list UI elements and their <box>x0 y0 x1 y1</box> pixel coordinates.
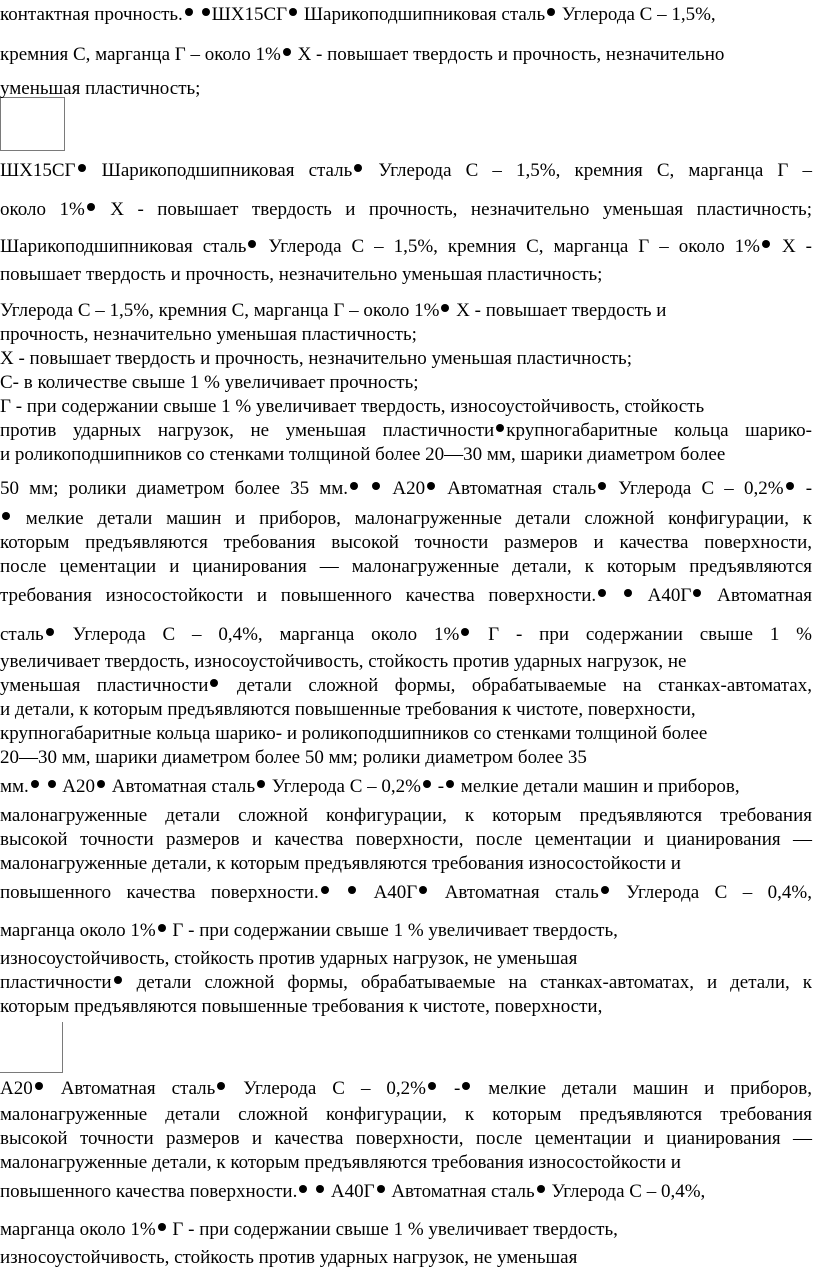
text-run: Углерода С – 0,2% <box>608 478 784 499</box>
bullet-icon <box>693 589 701 597</box>
bullet-icon <box>185 8 193 16</box>
text-run: Автоматная сталь <box>437 478 597 499</box>
text-run <box>331 882 346 903</box>
text-line <box>0 4 716 26</box>
text-line <box>0 300 666 322</box>
bullet-icon <box>257 780 265 788</box>
text-run: Х - <box>772 236 812 257</box>
bullet-icon <box>496 424 504 432</box>
bullet-icon <box>158 1223 166 1231</box>
text-run: Углерода С – 0,4%, марганца около 1% <box>55 624 460 645</box>
bullet-icon <box>316 1185 324 1193</box>
text-line <box>0 1078 812 1100</box>
bullet-icon <box>354 164 362 172</box>
text-run: увеличивает твердость, износоустойчивость, стойкость против ударных нагрузок, не <box>0 651 687 672</box>
bullet-icon <box>428 1082 436 1090</box>
text-run: сталь <box>0 624 44 645</box>
text-run: А40Г <box>326 1181 375 1202</box>
bullet-icon <box>537 1185 545 1193</box>
text-line <box>0 585 812 607</box>
text-line <box>0 444 725 466</box>
text-line <box>0 396 704 418</box>
text-run: мм. <box>0 776 29 797</box>
text-run: - <box>432 776 445 797</box>
text-run: против ударных нагрузок, не уменьшая пластичности <box>0 420 495 441</box>
bullet-icon <box>547 8 555 16</box>
text-run: уменьшая пластичность; <box>0 78 201 99</box>
text-run: после цементации и цианирования — малонагруженные детали, к которым предъявляются <box>0 556 812 577</box>
text-run: Автоматная <box>703 585 812 606</box>
text-run: - <box>795 478 813 499</box>
text-run: прочность, незначительно уменьшая пластичность; <box>0 324 417 345</box>
text-run: повышает твердость и прочность, незначительно уменьшая пластичность; <box>0 264 603 285</box>
text-run: мелкие детали машин и приборов, малонагруженные детали сложной конфигурации, к <box>12 508 812 529</box>
text-run: Углерода С – 1,5%, <box>557 4 716 25</box>
text-run: высокой точности размеров и качества поверхности, после цементации и цианирования — <box>0 1128 812 1149</box>
bullet-icon <box>461 628 469 636</box>
text-line <box>0 1219 618 1241</box>
text-run: высокой точности размеров и качества поверхности, после цементации и цианирования — <box>0 829 812 850</box>
text-line <box>0 556 812 578</box>
text-line <box>0 508 812 530</box>
text-run: Х - повышает твердость и прочность, незначительно <box>292 44 725 65</box>
bullet-icon <box>2 512 10 520</box>
bullet-icon <box>289 8 297 16</box>
text-line <box>0 1128 812 1150</box>
text-line <box>0 1181 705 1203</box>
text-line <box>0 624 812 646</box>
text-run: Углерода С – 0,2% <box>227 1078 426 1099</box>
bullet-icon <box>377 1185 385 1193</box>
text-run <box>195 4 200 25</box>
bullet-icon <box>423 780 431 788</box>
text-line <box>0 78 200 100</box>
text-run: малонагруженные детали, к которым предъявляются требования износостойкости и <box>0 853 681 874</box>
text-run: Углерода С – 1,5%, кремния С, марганца Г – около 1% <box>258 236 760 257</box>
text-run <box>41 776 46 797</box>
text-run: кремния С, марганца Г – около 1% <box>0 44 281 65</box>
bullet-icon <box>601 886 609 894</box>
text-line <box>0 236 812 258</box>
text-run: и роликоподшипников со стенками толщиной более 20—30 мм, шарики диаметром более <box>0 444 726 465</box>
bullet-icon <box>97 780 105 788</box>
text-line <box>0 805 812 827</box>
text-line <box>0 776 740 798</box>
text-run: Автоматная сталь <box>107 776 256 797</box>
text-run: Автоматная сталь <box>386 1181 535 1202</box>
text-line <box>0 1104 812 1126</box>
bullet-icon <box>87 203 95 211</box>
bullet-icon <box>462 1082 470 1090</box>
text-run: Углерода С – 1,5%, кремния С, марганца Г – <box>364 160 812 181</box>
bullet-icon <box>624 589 632 597</box>
embedded-image-frame <box>0 1022 63 1073</box>
text-run: 20—30 мм, шарики диаметром более 50 мм; ролики диаметром более 35 <box>0 747 587 768</box>
bullet-icon <box>786 482 794 490</box>
text-run: износоустойчивость, стойкость против ударных нагрузок, не уменьшая <box>0 1247 578 1268</box>
text-run: Шарикоподшипниковая сталь <box>87 160 353 181</box>
bullet-icon <box>283 48 291 56</box>
text-line <box>0 420 812 442</box>
bullet-icon <box>419 886 427 894</box>
text-run: Г - при содержании свыше 1 % увеличивает твердость, износоустойчивость, стойкость <box>0 396 705 417</box>
text-run: мелкие детали машин и приборов, <box>456 776 740 797</box>
text-run: уменьшая пластичности <box>0 675 209 696</box>
text-line <box>0 651 686 673</box>
text-run: мелкие детали машин и приборов, <box>472 1078 813 1099</box>
bullet-icon <box>321 886 329 894</box>
text-run: Автоматная сталь <box>44 1078 216 1099</box>
text-run: крупногабаритные кольца шарико- <box>506 420 812 441</box>
bullet-icon <box>427 482 435 490</box>
text-run: Х - повышает твердость и прочность, незначительно уменьшая пластичность; <box>96 199 812 220</box>
text-run: А20 <box>57 776 96 797</box>
bullet-icon <box>78 164 86 172</box>
text-run: малонагруженные детали, к которым предъявляются требования износостойкости и <box>0 1152 681 1173</box>
text-line <box>0 160 812 182</box>
text-run: износоустойчивость, стойкость против ударных нагрузок, не уменьшая <box>0 948 578 969</box>
text-run: марганца около 1% <box>0 920 156 941</box>
text-run: Автоматная сталь <box>429 882 599 903</box>
text-run: повышенного качества поверхности. <box>0 1181 298 1202</box>
bullet-icon <box>299 1185 307 1193</box>
text-run: повышенного качества поверхности. <box>0 882 319 903</box>
bullet-icon <box>35 1082 43 1090</box>
text-run: Шарикоподшипниковая сталь <box>0 236 247 257</box>
bullet-icon <box>158 924 166 932</box>
text-line <box>0 44 724 66</box>
bullet-icon <box>114 976 122 984</box>
text-run: которым предъявляются повышенные требования к чистоте, поверхности, <box>0 996 603 1017</box>
text-run: требования износостойкости и повышенного качества поверхности. <box>0 585 597 606</box>
text-run <box>360 478 370 499</box>
text-line <box>0 1247 577 1269</box>
bullet-icon <box>762 240 770 248</box>
text-line <box>0 920 618 942</box>
text-line <box>0 324 417 346</box>
bullet-icon <box>48 780 56 788</box>
bullet-icon <box>46 628 54 636</box>
text-run: Х - повышает твердость и <box>451 300 667 321</box>
text-run: 50 мм; ролики диаметром более 35 мм. <box>0 478 349 499</box>
text-run: А20 <box>382 478 426 499</box>
text-run: Углерода С – 0,4%, <box>610 882 813 903</box>
text-line <box>0 747 587 769</box>
embedded-image-frame <box>0 97 65 151</box>
text-run: около 1% <box>0 199 85 220</box>
text-run <box>608 585 622 606</box>
text-line <box>0 829 812 851</box>
text-run: малонагруженные детали сложной конфигурации, к которым предъявляются требования <box>0 1104 812 1125</box>
bullet-icon <box>441 304 449 312</box>
text-line <box>0 882 812 904</box>
text-run <box>309 1181 314 1202</box>
bullet-icon <box>210 679 218 687</box>
bullet-icon <box>31 780 39 788</box>
text-line <box>0 1152 681 1174</box>
bullet-icon <box>217 1082 225 1090</box>
text-line <box>0 348 632 370</box>
text-run: А20 <box>0 1078 33 1099</box>
text-line <box>0 199 812 221</box>
bullet-icon <box>446 780 454 788</box>
text-run: Углерода С – 1,5%, кремния С, марганца Г – около 1% <box>0 300 440 321</box>
text-run: Углерода С – 0,2% <box>267 776 421 797</box>
text-line <box>0 532 812 554</box>
text-line <box>0 723 707 745</box>
text-run: Углерода С – 0,4%, <box>546 1181 706 1202</box>
text-run: пластичности <box>0 972 112 993</box>
text-run: малонагруженные детали сложной конфигурации, к которым предъявляются требования <box>0 805 812 826</box>
text-run: А40Г <box>358 882 418 903</box>
text-run: детали сложной формы, обрабатываемые на станках-автоматах, <box>220 675 812 696</box>
text-line <box>0 699 696 721</box>
text-run: Шарикоподшипниковая сталь <box>299 4 546 25</box>
text-line <box>0 853 681 875</box>
text-run: и детали, к которым предъявляются повышенные требования к чистоте, поверхности, <box>0 699 696 720</box>
bullet-icon <box>598 589 606 597</box>
text-run: Г - при содержании свыше 1 % <box>471 624 812 645</box>
bullet-icon <box>372 482 380 490</box>
text-run: ШХ15СГ <box>211 4 288 25</box>
text-line <box>0 264 602 286</box>
bullet-icon <box>348 886 356 894</box>
text-run: которым предъявляются требования высокой точности размеров и качества поверхности, <box>0 532 812 553</box>
bullet-icon <box>202 8 210 16</box>
text-run: детали сложной формы, обрабатываемые на станках-автоматах, и детали, к <box>123 972 812 993</box>
text-run: крупногабаритные кольца шарико- и роликоподшипников со стенками толщиной более <box>0 723 708 744</box>
text-line <box>0 372 419 394</box>
text-line <box>0 675 812 697</box>
text-run: Г - при содержании свыше 1 % увеличивает твердость, <box>167 1219 618 1240</box>
text-run: С- в количестве свыше 1 % увеличивает прочность; <box>0 372 419 393</box>
text-run: марганца около 1% <box>0 1219 156 1240</box>
text-run: - <box>438 1078 461 1099</box>
text-run: контактная прочность. <box>0 4 183 25</box>
bullet-icon <box>598 482 606 490</box>
bullet-icon <box>248 240 256 248</box>
bullet-icon <box>350 482 358 490</box>
text-line <box>0 948 577 970</box>
text-run: ШХ15СГ <box>0 160 76 181</box>
text-run: Г - при содержании свыше 1 % увеличивает твердость, <box>167 920 618 941</box>
text-run: А40Г <box>633 585 692 606</box>
text-line <box>0 972 812 994</box>
text-line <box>0 478 812 500</box>
text-run: Х - повышает твердость и прочность, незначительно уменьшая пластичность; <box>0 348 632 369</box>
text-line <box>0 996 602 1018</box>
